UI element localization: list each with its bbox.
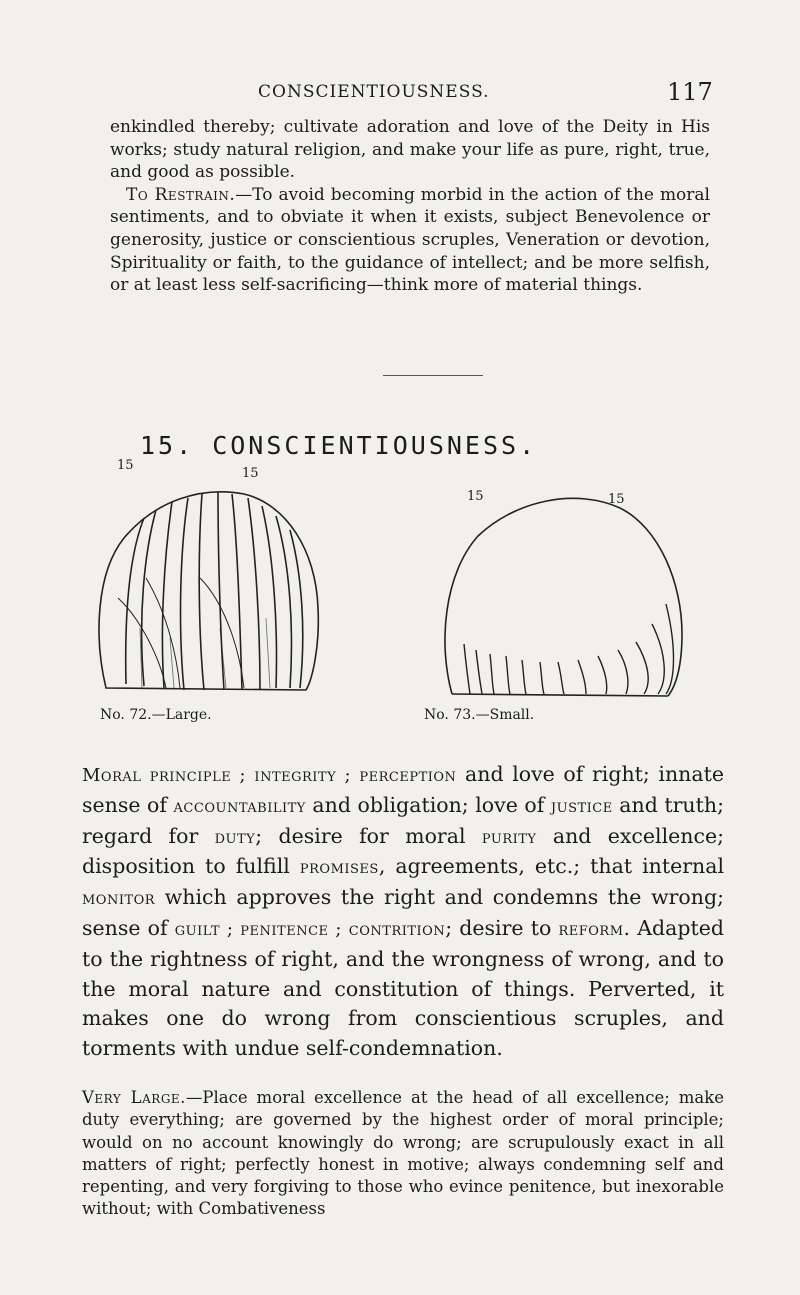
intro-paragraph-2 xyxy=(110,184,710,297)
main-text-5: and excellence; disposition to fulfill xyxy=(82,823,725,879)
figure-small-marker-right: 15 xyxy=(608,492,625,507)
main-text-2: and obligation; love of xyxy=(305,792,551,817)
figure-small-marker-left: 15 xyxy=(467,489,484,504)
key-phrase-moral-principle: Moral principle ; integrity ; perception xyxy=(82,765,457,786)
figure-small-caption: No. 73.—Small. xyxy=(424,707,535,723)
very-large-note xyxy=(82,1087,724,1221)
very-large-heading: Very Large. xyxy=(82,1088,186,1107)
running-title: CONSCIENTIOUSNESS. xyxy=(258,82,490,102)
main-text-1: and love of right; innate sense of xyxy=(82,762,724,817)
key-term-justice: justice xyxy=(550,795,613,817)
small-head-engraving xyxy=(430,484,710,704)
main-description xyxy=(82,760,724,1064)
section-title: 15. CONSCIENTIOUSNESS. xyxy=(140,431,538,460)
key-terms-guilt-penitence-contrition: guilt ; penitence ; contrition xyxy=(174,918,446,940)
figure-large-marker-right: 15 xyxy=(242,466,259,481)
main-text-6: , agreements, etc.; that internal xyxy=(378,854,725,879)
very-large-text: —Place moral excellence at the head of all excellence; make duty everything; are governed by the highest order of moral principle; would on no account knowingly do wrong; are scrupulously exact in all matters of right; perfectly honest in motive; always condemning self and repenting, and very forgiving to those who evince penitence, but inexorable without; with Combativeness xyxy=(82,1088,724,1219)
figure-large-caption: No. 72.—Large. xyxy=(100,707,212,723)
key-term-monitor: monitor xyxy=(82,888,156,910)
section-divider xyxy=(383,375,483,376)
intro-text xyxy=(110,116,710,297)
main-text-9: . Adapted to the rightness of right, and the wrongness of wrong, and to the moral nature and constitution of things. Perverted, it makes one do wrong from conscientious scruples, and torments with undue self-condemnation. xyxy=(82,915,724,1061)
page-header xyxy=(0,78,800,108)
key-term-accountability: accountability xyxy=(173,795,306,817)
figure-large-head xyxy=(80,458,340,723)
main-text-4: ; desire for moral xyxy=(255,823,482,848)
key-term-reform: reform xyxy=(558,918,624,940)
main-text-3: and truth; regard for xyxy=(82,792,724,848)
restrain-text: —To avoid becoming morbid in the action of the moral sentiments, and to obviate it when it exists, subject Benevolence or generosity, justice or conscientious scruples, Veneration or devotion, Spirituality or faith, to the guidance of intellect; and be more selfish, or at least less self-sacrificing—think more of material things. xyxy=(110,184,710,296)
restrain-heading: To Restrain. xyxy=(126,184,236,205)
key-term-promises: promises xyxy=(299,857,379,879)
intro-paragraph-1: enkindled thereby; cultivate adoration and love of the Deity in His works; study natural religion, and make your life as pure, right, true, and good as possible. xyxy=(110,117,710,183)
main-text-7: which approves the right and condemns the wrong; sense of xyxy=(82,885,724,940)
figure-large-marker-left: 15 xyxy=(117,458,134,473)
key-term-duty: duty xyxy=(214,826,256,848)
key-term-purity: purity xyxy=(481,826,537,848)
large-head-engraving xyxy=(80,458,340,703)
figure-small-head xyxy=(424,484,710,723)
page-number: 117 xyxy=(667,78,713,106)
main-text-8: ; desire to xyxy=(445,915,559,940)
